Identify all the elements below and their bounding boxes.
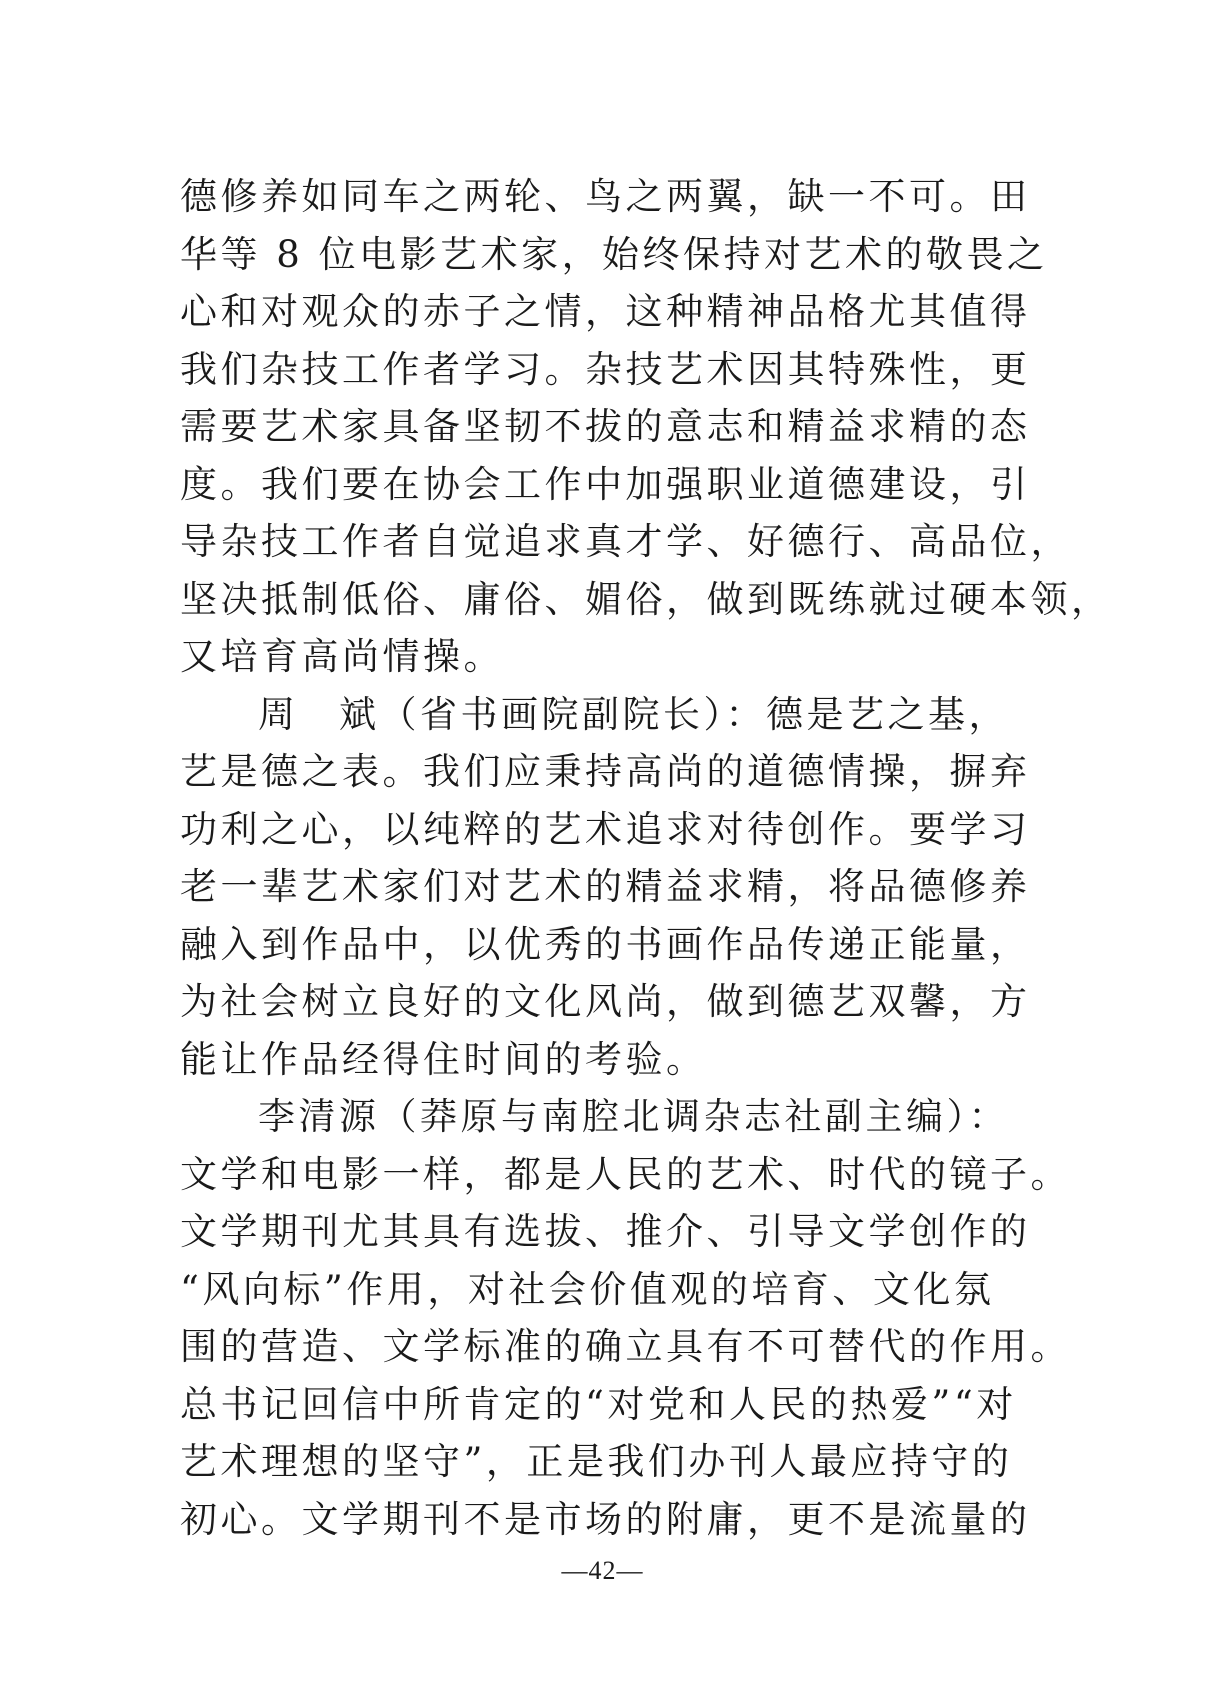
- text-line: 融入到作品中，以优秀的书画作品传递正能量，: [180, 922, 1031, 966]
- text-line: 围的营造、文学标准的确立具有不可替代的作用。: [180, 1325, 1071, 1368]
- speaker-paragraph-start: 李清源（莽原与南腔北调杂志社副主编）：: [258, 1095, 1009, 1138]
- text-line: 华等 8 位电影艺术家，始终保持对艺术的敬畏之: [180, 232, 1048, 276]
- body-text: [180, 168, 1112, 1548]
- text-line: 又培育高尚情操。: [180, 635, 504, 678]
- text-line: “风向标”作用，对社会价值观的培育、文化氛: [180, 1267, 995, 1311]
- text-line: 文学和电影一样，都是人民的艺术、时代的镜子。: [180, 1152, 1071, 1196]
- text-line: 功利之心，以纯粹的艺术追求对待创作。要学习: [180, 807, 1031, 851]
- text-line: 文学期刊尤其具有选拔、推介、引导文学创作的: [180, 1210, 1031, 1253]
- text-line: 初心。文学期刊不是市场的附庸，更不是流量的: [180, 1497, 1031, 1541]
- text-line: 需要艺术家具备坚韧不拔的意志和精益求精的态: [180, 405, 1031, 448]
- text-line: 德修养如同车之两轮、鸟之两翼，缺一不可。田: [180, 175, 1031, 218]
- speaker-paragraph-start: 周 斌（省书画院副院长）：德是艺之基，: [258, 692, 1009, 736]
- text-line: 老一辈艺术家们对艺术的精益求精，将品德修养: [180, 865, 1031, 908]
- text-line: 导杂技工作者自觉追求真才学、好德行、高品位，: [180, 520, 1071, 563]
- text-line: 为社会树立良好的文化风尚，做到德艺双馨，方: [180, 980, 1031, 1023]
- text-line: 心和对观众的赤子之情，这种精神品格尤其值得: [180, 290, 1031, 333]
- text-line: 艺是德之表。我们应秉持高尚的道德情操，摒弃: [180, 750, 1031, 793]
- text-line: 能让作品经得住时间的考验。: [180, 1037, 707, 1081]
- page-number: —42—: [561, 1556, 644, 1585]
- text-line: 总书记回信中所肯定的“对党和人民的热爱”“对: [180, 1382, 1017, 1426]
- text-line: 艺术理想的坚守”，正是我们办刊人最应持守的: [180, 1440, 1013, 1483]
- text-line: 坚决抵制低俗、庸俗、媚俗，做到既练就过硬本领，: [180, 577, 1112, 621]
- text-line: 我们杂技工作者学习。杂技艺术因其特殊性，更: [180, 347, 1031, 391]
- text-line: 度。我们要在协会工作中加强职业道德建设，引: [180, 462, 1031, 506]
